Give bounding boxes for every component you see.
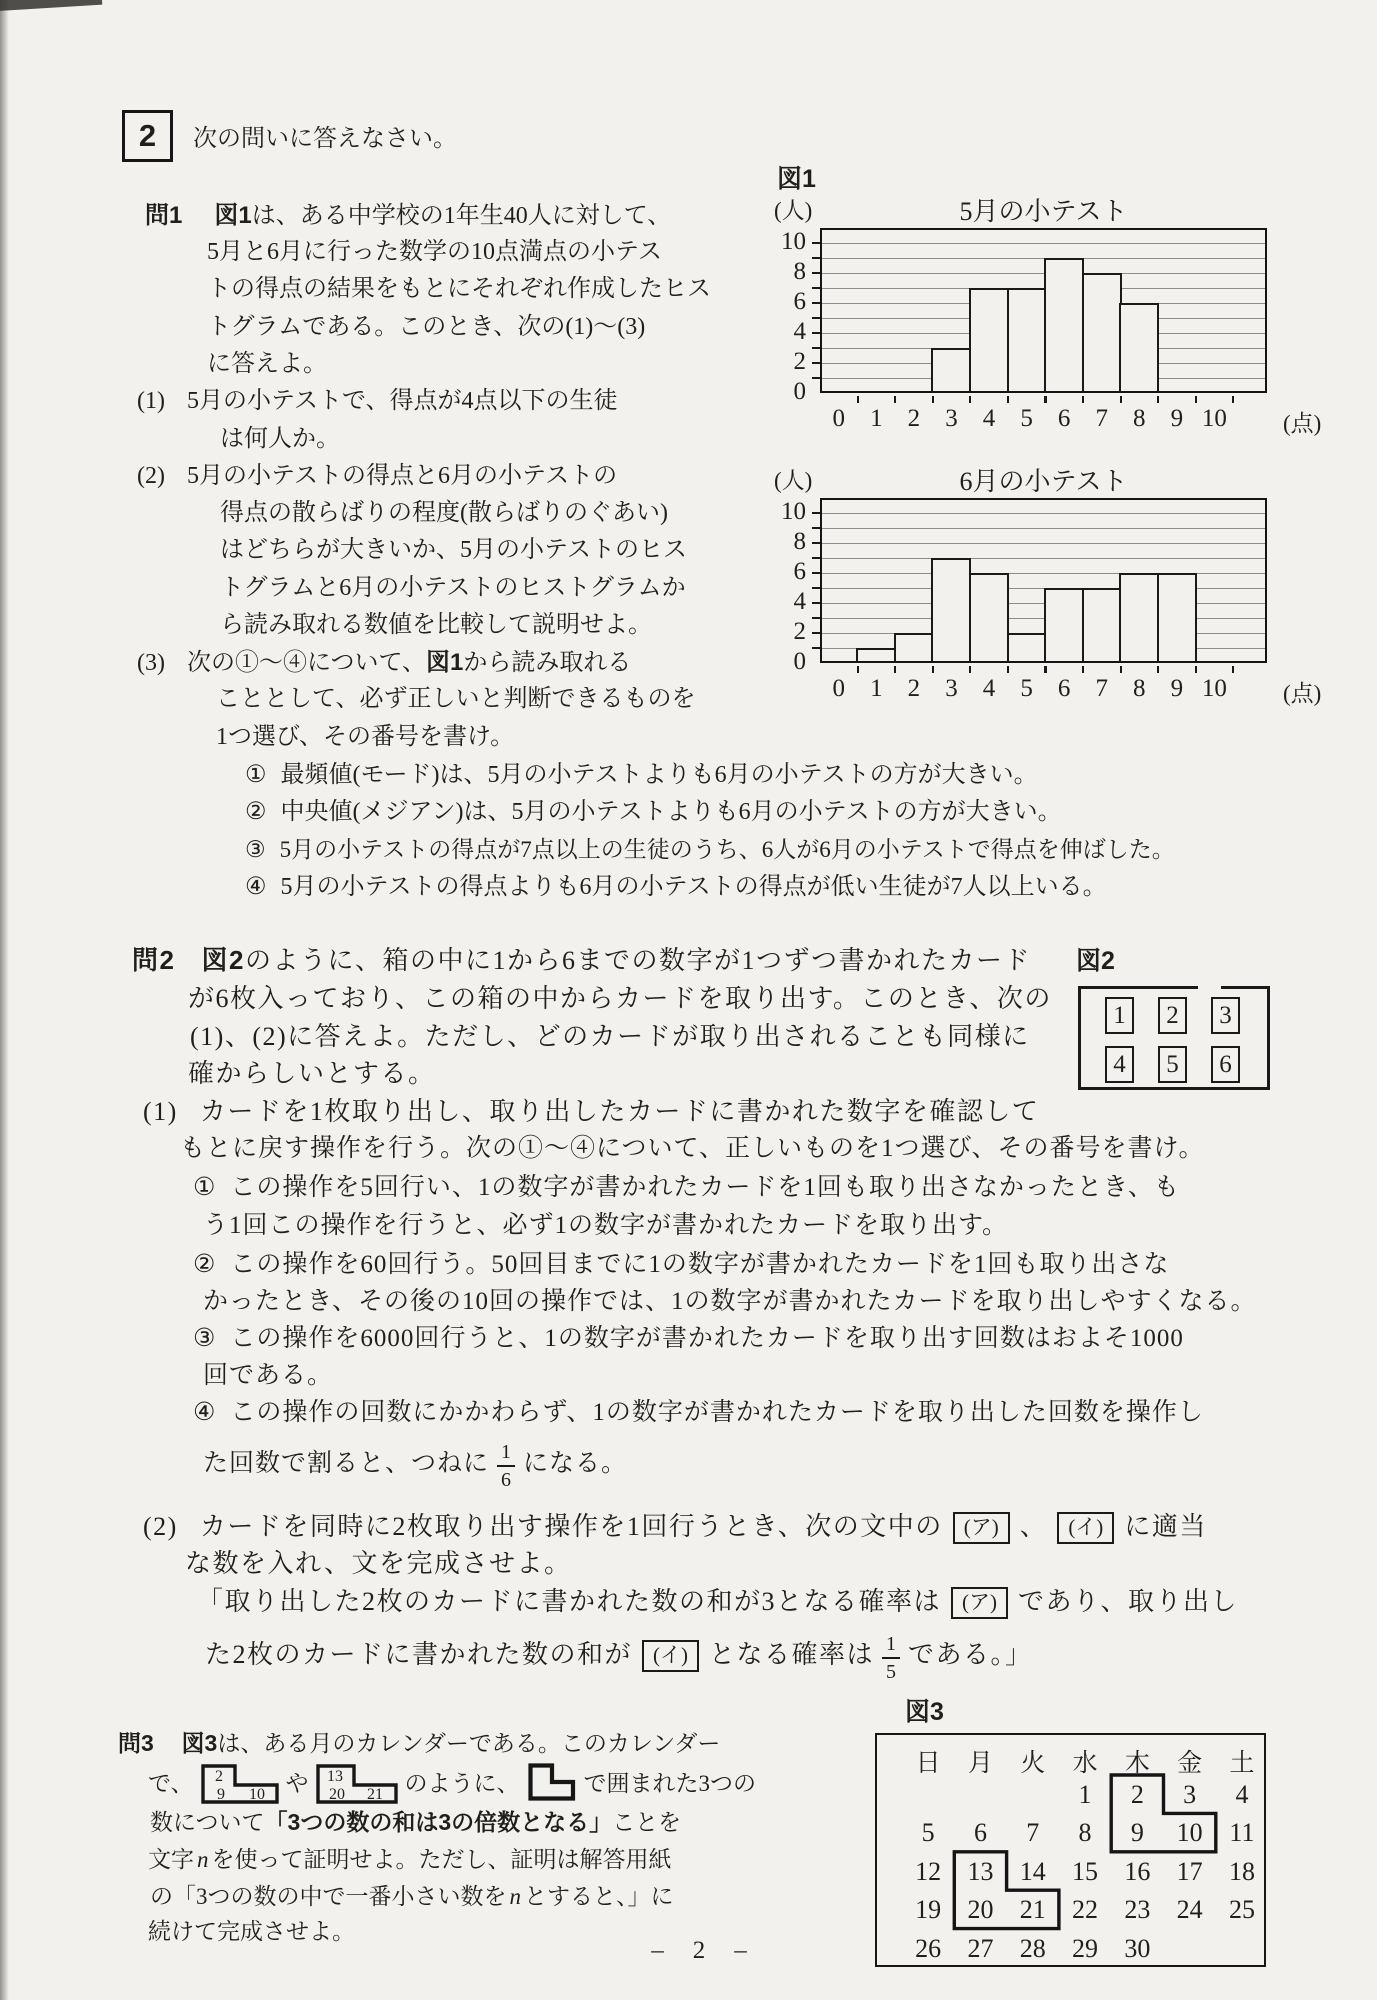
q2-line-2: (1)、(2)に答えよ。ただし、どのカードが取り出されることも同様に — [190, 1022, 1030, 1051]
x-axis-label: 4 — [982, 675, 996, 702]
y-axis-unit-label: (人) — [774, 198, 813, 223]
figure3-label: 図3 — [905, 1698, 944, 1726]
calendar-date: 4 — [1235, 1780, 1249, 1809]
q2-sub1-text: カードを1枚取り出し、取り出したカードに書かれた数字を確認して — [199, 1097, 1040, 1126]
fraction-denominator: 5 — [886, 1661, 897, 1683]
card-2: 2 — [1158, 997, 1187, 1034]
q2-item-4-cont — [203, 1442, 627, 1490]
circled-2-mark: ② — [193, 1251, 217, 1278]
x-axis-label: 0 — [832, 405, 846, 432]
calendar-date: 9 — [1130, 1818, 1144, 1848]
calendar-date: 2 — [1130, 1780, 1144, 1809]
calendar-date: 15 — [1072, 1856, 1099, 1886]
q1-item-2 — [245, 797, 1062, 828]
variable-n: n — [509, 1884, 521, 1909]
box-border-top-left-segment — [1078, 986, 1198, 989]
q3-l5-pre: の「3つの数の中で一番小さい数を — [150, 1884, 507, 1909]
calendar-date: 16 — [1124, 1856, 1151, 1886]
card-4: 4 — [1105, 1046, 1134, 1083]
x-axis-label: 3 — [945, 405, 958, 432]
q1-sub3-cont-0: こととして、必ず正しいと判断できるものを — [216, 686, 696, 712]
x-axis-tick — [1157, 666, 1159, 673]
x-axis-label: 8 — [1133, 675, 1146, 702]
q1-sub2-text: 5月の小テストの得点と6月の小テストの — [186, 463, 618, 489]
svg-text:13: 13 — [326, 1768, 343, 1785]
x-axis-tick — [1082, 666, 1084, 673]
calendar-date: 11 — [1229, 1818, 1255, 1848]
q1-sub3-fig-ref: 図1 — [426, 649, 464, 676]
y-axis-label: 0 — [793, 648, 806, 675]
scan-edge-artifact — [0, 0, 102, 11]
box-border-right — [1267, 986, 1270, 1090]
q1-sub2-cont-3: ら読み取れる数値を比較して説明せよ。 — [220, 612, 652, 638]
calendar-date: 13 — [967, 1856, 994, 1886]
y-axis-tick — [812, 587, 820, 589]
x-axis-label: 3 — [945, 675, 958, 702]
fraction-numerator: 1 — [497, 1442, 515, 1467]
y-axis-tick — [812, 512, 820, 514]
chart-title: 5月の小テスト — [959, 197, 1128, 226]
q2-sub2-cont: な数を入れ、文を完成させよ。 — [185, 1549, 572, 1578]
q3-line-2 — [150, 1808, 681, 1838]
section-number: 2 — [138, 118, 157, 153]
q3-l2-mid: のように、 — [404, 1771, 520, 1796]
y-axis-tick — [812, 317, 820, 319]
q3-l3-bold-claim: 「3つの数の和は3の倍数となる」 — [264, 1809, 613, 1835]
section-instruction: 次の問いに答えなさい。 — [193, 126, 457, 152]
fraction-numerator: 1 — [882, 1634, 900, 1659]
y-axis-tick — [812, 257, 820, 259]
q2-quote1-post: であり、取り出し — [1018, 1587, 1239, 1616]
plot-frame — [820, 498, 1267, 663]
q1-line-1: 5月と6月に行った数学の10点満点の小テス — [207, 239, 663, 265]
q3-line-3 — [148, 1845, 672, 1875]
y-axis-label: 2 — [793, 348, 806, 375]
q2-sub2 — [143, 1510, 1207, 1544]
q1-sub2-cont-0: 得点の散らばりの程度(散らばりのぐあい) — [220, 500, 668, 526]
q1-line-4: に答えよ。 — [207, 351, 327, 377]
calendar-date: 24 — [1176, 1895, 1203, 1925]
q1-sub2-cont-2: トグラムと6月の小テストのヒストグラムか — [220, 575, 686, 601]
x-axis-tick — [1044, 396, 1046, 403]
q1-label: 問1 — [145, 202, 183, 229]
q2-item-4-cont-pre: た回数で割ると、つねに — [203, 1450, 490, 1477]
x-axis-label: 0 — [832, 675, 846, 702]
calendar-date: 10 — [1176, 1818, 1203, 1848]
q1-sub3-cont-1: 1つ選び、その番号を書け。 — [216, 724, 515, 750]
q3-l5-post: とすると、」に — [524, 1884, 674, 1909]
svg-text:10: 10 — [248, 1786, 265, 1803]
calendar-date: 7 — [1026, 1818, 1040, 1848]
q2-sub1 — [143, 1095, 1039, 1129]
blank-box-b: (イ) — [1057, 1512, 1114, 1544]
x-axis-label: 2 — [907, 405, 921, 432]
x-axis-tick — [857, 396, 859, 403]
q1-line-0 — [145, 200, 671, 232]
y-axis-label: 6 — [793, 288, 806, 315]
q2-sub1-marker: (1) — [143, 1097, 178, 1126]
q1-line-3: トグラムである。このとき、次の(1)〜(3) — [207, 314, 646, 340]
q3-line0-text: は、ある月のカレンダーである。このカレンダー — [217, 1731, 721, 1756]
x-axis-label: 1 — [870, 675, 883, 702]
q3-label: 問3 — [118, 1730, 154, 1756]
q1-item-2-text: 中央値(メジアン)は、5月の小テストよりも6月の小テストの方が大きい。 — [280, 799, 1062, 825]
x-axis-tick — [969, 396, 971, 403]
q2-item-1-cont: う1回この操作を行うと、必ず1の数字が書かれたカードを取り出す。 — [203, 1212, 1009, 1239]
q2-line-1: が6枚入っており、この箱の中からカードを取り出す。このとき、次の — [188, 984, 1052, 1013]
q1-sub3 — [137, 647, 631, 679]
x-axis-label: 7 — [1095, 675, 1108, 702]
blank-box-a: (ア) — [951, 1587, 1008, 1619]
q2-item-4-text: この操作の回数にかかわらず、1の数字が書かれたカードを取り出した回数を操作し — [230, 1399, 1204, 1426]
x-axis-tick — [932, 666, 934, 673]
q1-item-4-text: 5月の小テストの得点よりも6月の小テストの得点が低い生徒が7人以上いる。 — [280, 874, 1107, 900]
x-axis-tick — [1195, 396, 1197, 403]
calendar-date: 26 — [915, 1933, 942, 1963]
figure3-calendar — [875, 1733, 1266, 1967]
y-axis-tick — [812, 362, 820, 364]
y-axis-tick — [812, 242, 820, 244]
q1-sub3-post: から読み取れる — [463, 650, 632, 676]
scan-edge-shadow — [0, 0, 9, 2000]
l-shape-example-13-20-21-icon — [316, 1764, 398, 1804]
calendar-date: 1 — [1078, 1780, 1092, 1809]
q2-item-3 — [193, 1323, 1184, 1356]
q2-quote1-pre: 「取り出した2枚のカードに書かれた数の和が3となる確率は — [197, 1587, 942, 1616]
calendar-weekday: 土 — [1229, 1750, 1255, 1777]
x-axis-label: 4 — [982, 405, 996, 432]
calendar-date: 18 — [1228, 1856, 1255, 1886]
blank-box-a: (ア) — [953, 1512, 1010, 1544]
y-axis-tick — [812, 602, 820, 604]
x-axis-tick — [969, 666, 971, 673]
blank-box-b: (イ) — [642, 1640, 699, 1672]
figure2-label: 図2 — [1076, 947, 1115, 975]
y-axis-label: 2 — [793, 618, 806, 645]
q3-l2-post: で囲まれた3つの — [583, 1771, 757, 1796]
y-axis-tick — [812, 617, 820, 619]
calendar-highlight-outline — [1111, 1775, 1216, 1852]
x-axis-unit-label: (点) — [1283, 411, 1322, 436]
q1-sub1-text: 5月の小テストで、得点が4点以下の生徒 — [186, 388, 618, 414]
q1-sub3-pre: 次の①〜④について、 — [186, 650, 427, 676]
q2-item-1 — [193, 1172, 1180, 1205]
circled-1-mark: ① — [245, 762, 267, 788]
q3-l4-pre: 文字 — [148, 1847, 194, 1872]
chart-title: 6月の小テスト — [959, 467, 1128, 496]
card-6: 6 — [1211, 1046, 1240, 1083]
x-axis-tick — [1232, 666, 1234, 673]
q2-item-1-text: この操作を5回行い、1の数字が書かれたカードを1回も取り出さなかったとき、も — [230, 1174, 1180, 1201]
calendar-weekday: 水 — [1072, 1750, 1098, 1777]
y-axis-tick — [812, 302, 820, 304]
calendar-date: 19 — [915, 1895, 942, 1925]
q1-item-1 — [245, 760, 1038, 791]
q2-sub2-pre: カードを同時に2枚取り出す操作を1回行うとき、次の文中の — [199, 1512, 943, 1541]
y-axis-tick — [812, 542, 820, 544]
fraction-denominator: 6 — [501, 1469, 512, 1491]
q3-l4-post: を使って証明せよ。ただし、証明は解答用紙 — [211, 1847, 672, 1872]
y-axis-label: 0 — [793, 378, 806, 405]
circled-1-mark: ① — [193, 1174, 217, 1201]
box-border-top-right-segment — [1221, 986, 1270, 989]
circled-4-mark: ④ — [193, 1399, 217, 1426]
y-axis-label: 10 — [781, 498, 806, 525]
q2-item-2 — [193, 1249, 1169, 1282]
y-axis-tick — [812, 377, 820, 379]
q2-fig-ref: 図2 — [201, 945, 245, 975]
q1-sub1-marker: (1) — [137, 388, 165, 414]
calendar-date: 21 — [1019, 1895, 1046, 1925]
x-axis-label: 9 — [1170, 675, 1184, 702]
calendar-date: 29 — [1072, 1933, 1099, 1963]
q2-quote-line-1 — [197, 1585, 1238, 1619]
q1-sub2-cont-1: はどちらが大きいか、5月の小テストのヒス — [220, 537, 688, 563]
calendar-weekday: 月 — [967, 1750, 993, 1777]
q1-item-4 — [245, 872, 1107, 903]
x-axis-tick — [1007, 396, 1009, 403]
q1-fig-ref: 図1 — [214, 202, 252, 229]
q3-l2-pre: で、 — [148, 1771, 194, 1796]
calendar-weekday: 火 — [1020, 1750, 1046, 1777]
q1-item-3 — [245, 835, 1175, 865]
x-axis-label: 8 — [1133, 405, 1146, 432]
svg-text:21: 21 — [366, 1786, 383, 1803]
plot-frame — [820, 228, 1267, 393]
q2-quote-line-2 — [205, 1634, 1033, 1682]
q1-item-3-text: 5月の小テストの得点が7点以上の生徒のうち、6人が6月の小テストで得点を伸ばした。 — [279, 837, 1175, 862]
x-axis-label: 5 — [1020, 405, 1033, 432]
y-axis-label: 8 — [793, 258, 806, 285]
x-axis-unit-label: (点) — [1283, 681, 1322, 706]
calendar-date: 22 — [1072, 1895, 1099, 1925]
y-axis-tick — [812, 647, 820, 649]
q2-item-2-cont: かったとき、その後の10回の操作では、1の数字が書かれたカードを取り出しやすくなる。 — [203, 1288, 1257, 1315]
section-number-box — [122, 110, 173, 162]
x-axis-tick — [1120, 396, 1122, 403]
x-axis-tick — [932, 396, 934, 403]
q2-quote2-mid: となる確率は — [709, 1640, 875, 1669]
circled-2-mark: ② — [245, 799, 267, 825]
q2-item-4 — [193, 1397, 1204, 1430]
x-axis-label: 9 — [1170, 405, 1184, 432]
y-axis-label: 4 — [793, 588, 806, 615]
x-axis-tick — [1120, 666, 1122, 673]
page-number: – 2 – — [651, 1937, 749, 1964]
q3-l3-pre: 数について — [150, 1810, 265, 1835]
svg-text:9: 9 — [216, 1786, 225, 1803]
fraction-one-fifth — [882, 1634, 900, 1682]
y-axis-tick — [812, 557, 820, 559]
q3-l3-post: ことを — [612, 1810, 682, 1835]
y-axis-tick — [812, 272, 820, 274]
q1-sub2 — [137, 461, 617, 492]
svg-text:20: 20 — [328, 1786, 345, 1803]
calendar-weekday: 金 — [1177, 1750, 1203, 1777]
calendar-date: 6 — [973, 1818, 987, 1848]
y-axis-tick — [812, 527, 820, 529]
card-3: 3 — [1211, 997, 1240, 1034]
calendar-date: 5 — [921, 1818, 935, 1848]
x-axis-tick — [1007, 666, 1009, 673]
x-axis-label: 1 — [870, 405, 883, 432]
box-border-bottom — [1078, 1087, 1270, 1090]
calendar-date: 12 — [915, 1856, 942, 1886]
q2-sub2-marker: (2) — [143, 1512, 178, 1541]
y-axis-tick — [812, 572, 820, 574]
q2-item-4-cont-post: になる。 — [523, 1450, 628, 1477]
circled-3-mark: ③ — [193, 1325, 217, 1352]
q3-line-5: 続けて完成させよ。 — [148, 1919, 355, 1944]
figure2-card-box — [1078, 986, 1270, 1090]
q3-line-4 — [150, 1882, 674, 1912]
x-axis-label: 10 — [1201, 675, 1227, 702]
x-axis-tick — [1044, 666, 1046, 673]
q2-quote2-post: である。」 — [908, 1640, 1033, 1669]
x-axis-label: 5 — [1020, 675, 1033, 702]
y-axis-label: 4 — [793, 318, 806, 345]
calendar-date: 8 — [1078, 1818, 1092, 1848]
calendar-date: 17 — [1176, 1856, 1203, 1886]
x-axis-tick — [1232, 396, 1234, 403]
card-5: 5 — [1158, 1046, 1187, 1083]
q2-label: 問2 — [132, 945, 176, 975]
fraction-one-sixth — [497, 1442, 515, 1490]
circled-4-mark: ④ — [245, 874, 267, 900]
y-axis-tick — [812, 347, 820, 349]
calendar-date: 20 — [967, 1895, 994, 1925]
q2-item-2-text: この操作を60回行う。50回目までに1の数字が書かれたカードを1回も取り出さな — [230, 1251, 1170, 1278]
x-axis-label: 7 — [1095, 405, 1108, 432]
x-axis-label: 2 — [907, 675, 921, 702]
q2-sub1-cont: もとに戻す操作を行う。次の①〜④について、正しいものを1つ選び、その番号を書け。 — [180, 1135, 1205, 1162]
x-axis-label: 6 — [1057, 675, 1071, 702]
x-axis-tick — [894, 666, 896, 673]
q2-line-3: 確からしいとする。 — [188, 1059, 436, 1088]
x-axis-label: 6 — [1057, 405, 1071, 432]
q2-line0-text: のように、箱の中に1から6までの数字が1つずつ書かれたカード — [244, 946, 1031, 975]
calendar-date: 27 — [967, 1933, 994, 1963]
q3-fig-ref: 図3 — [181, 1730, 218, 1756]
q1-line0-text: は、ある中学校の1年生40人に対して、 — [251, 203, 672, 229]
calendar-date: 23 — [1124, 1895, 1151, 1925]
x-axis-tick — [1195, 666, 1197, 673]
calendar-weekday: 日 — [915, 1750, 941, 1777]
circled-3-mark: ③ — [245, 837, 266, 862]
calendar-date: 30 — [1124, 1933, 1151, 1963]
q1-sub1 — [137, 386, 618, 417]
q3-l2-ya: や — [285, 1771, 309, 1796]
y-axis-tick — [812, 332, 820, 334]
q2-quote2-pre: た2枚のカードに書かれた数の和が — [205, 1640, 633, 1669]
x-axis-tick — [1082, 396, 1084, 403]
calendar-highlight-outline — [954, 1852, 1059, 1929]
x-axis-tick — [857, 666, 859, 673]
y-axis-unit-label: (人) — [774, 468, 813, 493]
calendar-date: 3 — [1183, 1780, 1197, 1809]
x-axis-tick — [894, 396, 896, 403]
calendar-date: 28 — [1019, 1933, 1046, 1963]
q1-sub3-marker: (3) — [137, 650, 165, 676]
x-axis-tick — [1157, 396, 1159, 403]
y-axis-label: 10 — [781, 228, 806, 255]
l-shape-icon — [528, 1763, 576, 1801]
q2-sub2-mid: 、 — [1019, 1512, 1048, 1541]
q3-line-0 — [118, 1729, 720, 1759]
figure1-label: 図1 — [777, 165, 816, 193]
box-border-left — [1078, 986, 1081, 1090]
card-1: 1 — [1105, 997, 1134, 1034]
variable-n: n — [197, 1847, 209, 1872]
calendar-weekday: 木 — [1124, 1750, 1150, 1777]
q3-line-1 — [148, 1763, 756, 1804]
q2-sub2-post: に適当 — [1124, 1512, 1207, 1541]
q2-line-0 — [132, 944, 1031, 978]
x-axis-label: 10 — [1201, 405, 1227, 432]
svg-text:2: 2 — [214, 1768, 223, 1785]
y-axis-label: 6 — [793, 558, 806, 585]
q1-item-1-text: 最頻値(モード)は、5月の小テストよりも6月の小テストの方が大きい。 — [280, 762, 1038, 788]
q1-line-2: トの得点の結果をもとにそれぞれ作成したヒス — [207, 276, 711, 302]
y-axis-label: 8 — [793, 528, 806, 555]
calendar-date: 14 — [1019, 1856, 1046, 1886]
l-shape-example-2-9-10-icon — [201, 1764, 279, 1804]
q2-item-3-cont: 回である。 — [203, 1362, 334, 1389]
calendar-highlight-layer — [877, 1735, 1263, 1964]
q2-item-3-text: この操作を6000回行うと、1の数字が書かれたカードを取り出す回数はおよそ1000 — [230, 1325, 1184, 1352]
q1-sub1-cont: は何人か。 — [220, 426, 340, 452]
q1-sub2-marker: (2) — [137, 463, 165, 489]
y-axis-tick — [812, 287, 820, 289]
y-axis-tick — [812, 632, 820, 634]
calendar-date: 25 — [1228, 1895, 1255, 1925]
